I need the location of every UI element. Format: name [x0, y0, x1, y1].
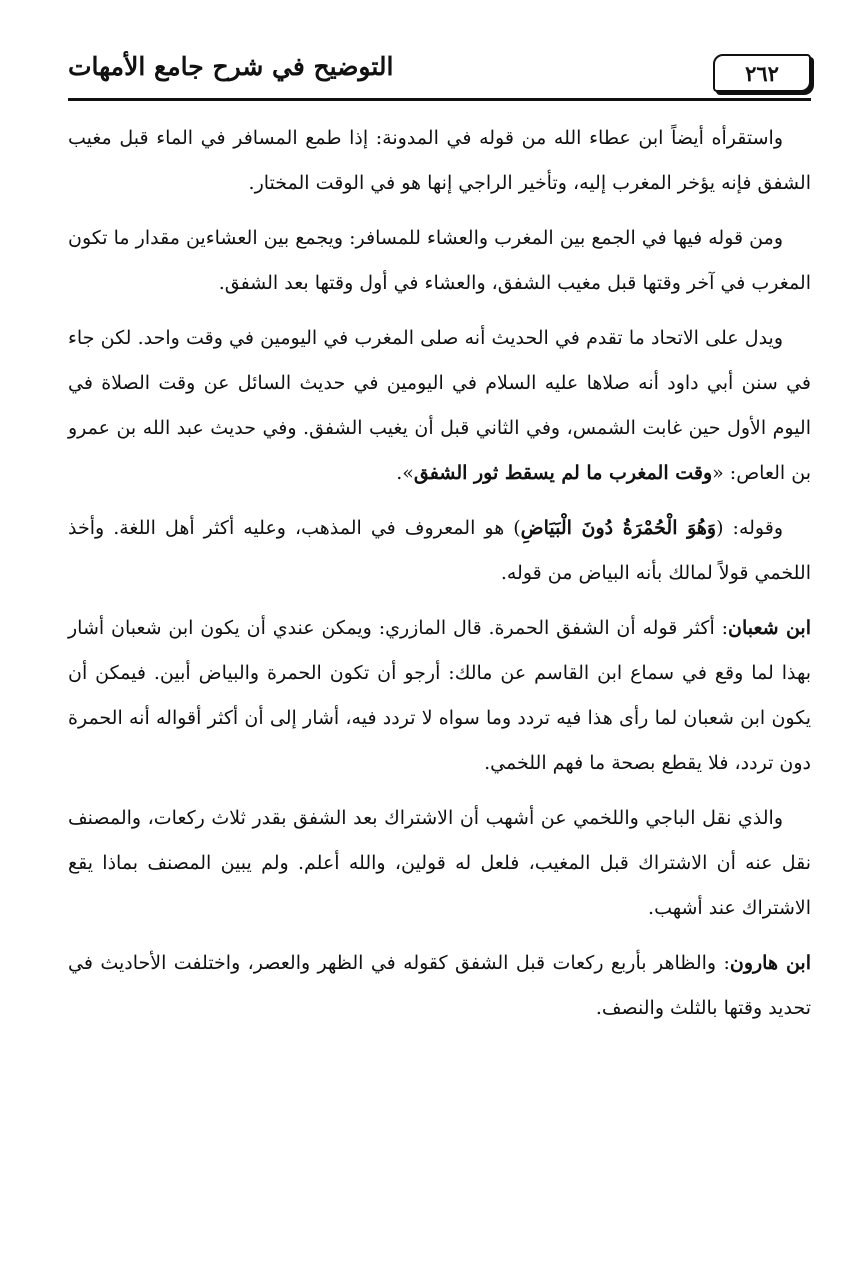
paragraph-7: [68, 941, 811, 1031]
paragraph-text: والذي نقل الباجي واللخمي عن أشهب أن الاشتراك بعد الشفق بقدر ثلاث ركعات، والمصنف نقل عنه أن الاشتراك قبل المغيب، فلعل له قولين، والله أعلم. ولم يبين المصنف بماذا يقع الاشتراك عند أشهب.: [68, 807, 811, 919]
paragraph-text: ) هو المعروف في المذهب، وعليه أكثر أهل اللغة. وأخذ اللخمي قولاً لمالك بأنه البياض من قوله.: [68, 517, 811, 584]
scholar-name: ابن شعبان: [727, 617, 811, 639]
body-text: [68, 116, 811, 1041]
paragraph-3: [68, 316, 811, 496]
paragraph-text: ومن قوله فيها في الجمع بين المغرب والعشاء للمسافر: ويجمع بين العشاءين مقدار ما تكون المغرب في آخر وقتها قبل مغيب الشفق، والعشاء في أول وقتها بعد الشفق.: [68, 227, 811, 294]
paragraph-4: [68, 506, 811, 596]
paragraph-text: : أكثر قوله أن الشفق الحمرة. قال المازري: ويمكن عندي أن يكون ابن شعبان أشار بهذا لما وقع في سماع ابن القاسم عن مالك: أرجو أن تكون الحمرة والبياض أبين. فيمكن أن يكون ابن شعبان لما رأى هذا فيه تردد وما سواه لا تردد فيه، أشار إلى أن أكثر أقواله أنه الحمرة دون تردد، فلا يقطع بصحة ما فهم اللخمي.: [68, 617, 811, 774]
running-title: التوضيح في شرح جامع الأمهات: [68, 52, 394, 81]
paragraph-text: وقوله: (: [716, 517, 783, 539]
hadith-quote: وقت المغرب ما لم يسقط ثور الشفق: [413, 462, 713, 484]
paragraph-text: واستقرأه أيضاً ابن عطاء الله من قوله في المدونة: إذا طمع المسافر في الماء قبل مغيب الشفق فإنه يؤخر المغرب إليه، وتأخير الراجي إنها هو في الوقت المختار.: [68, 127, 811, 194]
page-number-text: ٢٦٢: [745, 60, 779, 86]
paragraph-text: : والظاهر بأربع ركعات قبل الشفق كقوله في الظهر والعصر، واختلفت الأحاديث في تحديد وقتها بالثلث والنصف.: [68, 952, 811, 1019]
paragraph-text: ».: [396, 462, 414, 484]
paragraph-2: [68, 216, 811, 306]
page-number: [713, 54, 811, 92]
paragraph-5: [68, 606, 811, 786]
scholar-name: ابن هارون: [729, 952, 811, 974]
running-header: [68, 44, 811, 96]
paragraph-1: [68, 116, 811, 206]
paragraph-text: ويدل على الاتحاد ما تقدم في الحديث أنه صلى المغرب في اليومين في وقت واحد. لكن جاء في سنن أبي داود أنه صلاها عليه السلام في اليومين في حديث السائل عن وقت الصلاة في اليوم الأول حين غابت الشمس، وفي الثاني قبل أن يغيب الشفق. وفي حديث عبد الله بن عمرو بن العاص: «: [68, 327, 811, 484]
paragraph-6: [68, 796, 811, 931]
header-divider: [68, 98, 811, 101]
matn-quote: وَهُوَ الْحُمْرَةُ دُونَ الْبَيَاضِ: [520, 517, 717, 539]
